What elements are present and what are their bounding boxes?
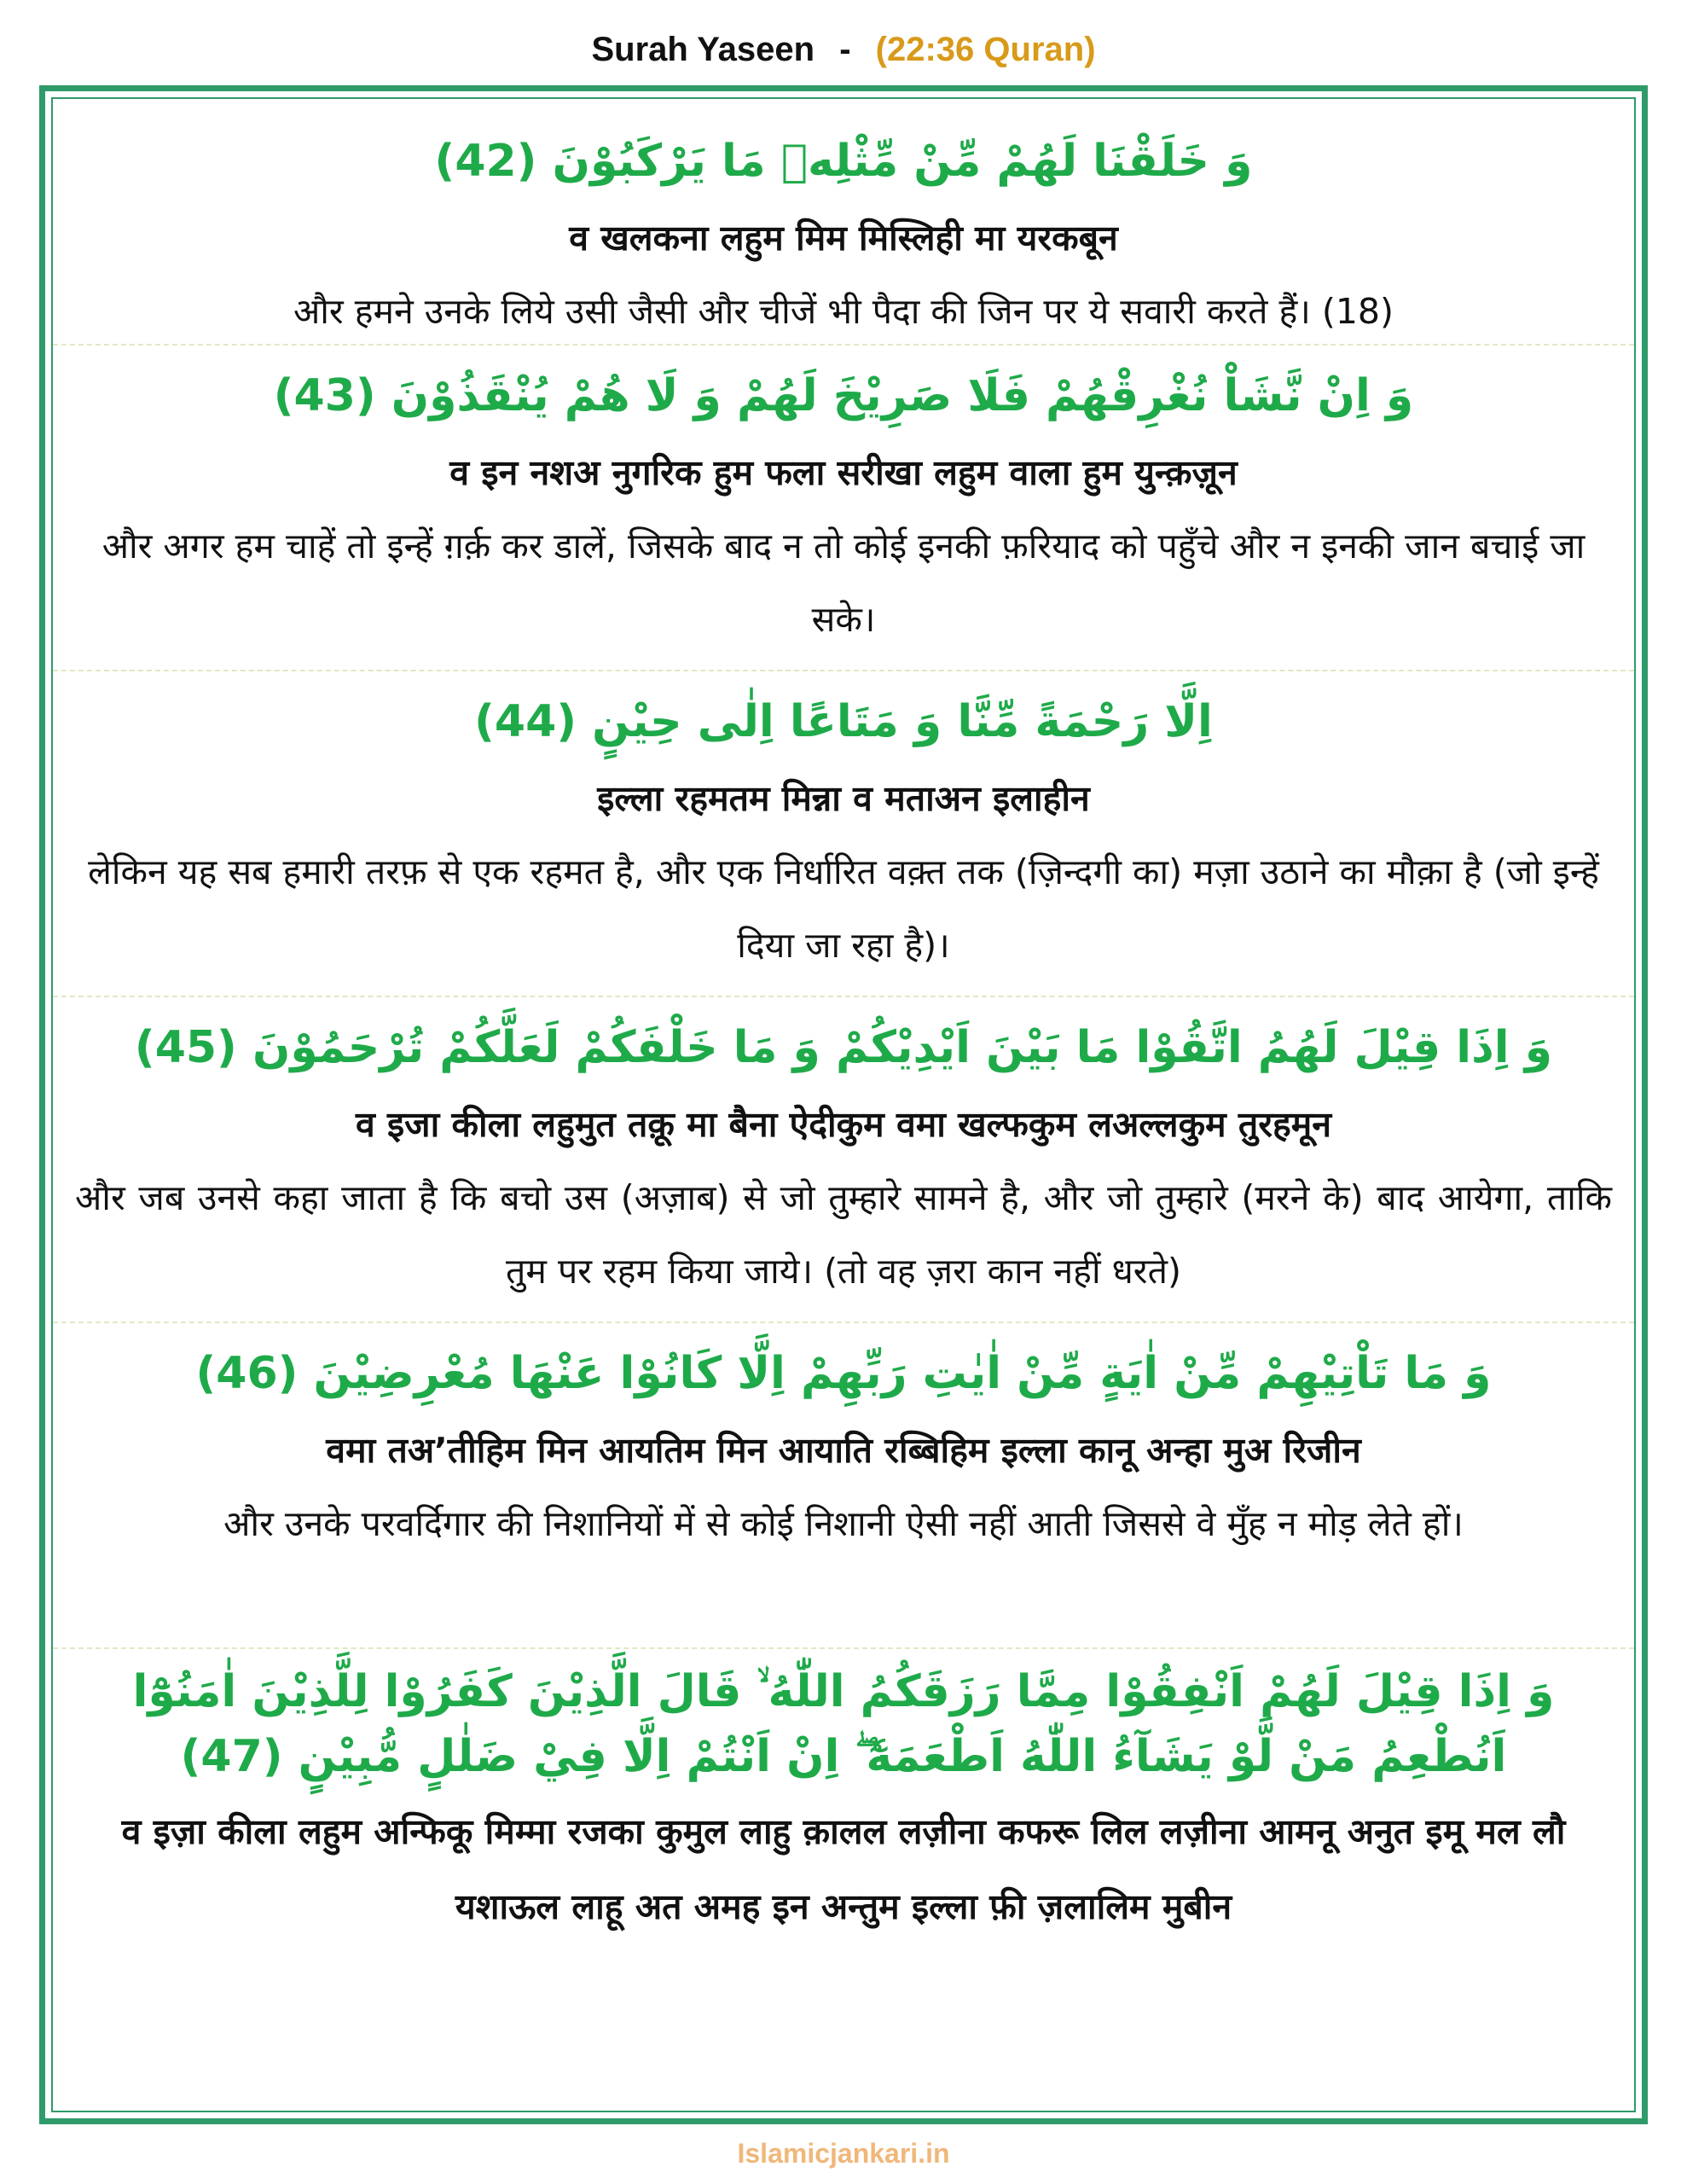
arabic-verse (53, 1008, 1634, 1088)
verse-block-46 (53, 1325, 1634, 1649)
hindi-translation: और जब उनसे कहा जाता है कि बचो उस (अज़ाब) से जो तुम्हारे सामने है, और जो तुम्हारे (मरने के) बाद आयेगा, ताकि तुम पर रहम किया जाये। (तो वह ज़रा कान नहीं धरते) (75, 1177, 1612, 1292)
hindi-translation: और अगर हम चाहें तो इन्हें ग़र्क़ कर डालें, जिसके बाद न तो कोई इनकी फ़रियाद को पहुँचे और न इनकी जान बचाई जा सके। (101, 526, 1586, 640)
hindi-translation: और हमने उनके लिये उसी जैसी और चीजें भी पैदा की जिन पर ये सवारी करते हैं। (18) (293, 291, 1394, 332)
arabic-text: وَ مَا تَاْتِيْهِمْ مِّنْ اٰيَةٍ مِّنْ اٰيٰتِ رَبِّهِمْ اِلَّا كَانُوْا عَنْهَا مُعْرِضِيْنَ (313, 1348, 1492, 1399)
transliteration: व खलकना लहुम मिम मिस्लिही मा यरकबून (569, 218, 1118, 258)
verse-block-47 (53, 1651, 1634, 1992)
transliteration: व इजा कीला लहुमुत तक़ू मा बैना ऐदीकुम वमा खल्फकुम लअल्लकुम तुरहमून (355, 1104, 1332, 1145)
verse-block-45 (53, 999, 1634, 1323)
arabic-text: وَ خَلَقْنَا لَهُمْ مِّنْ مِّثْلِهٖ مَا يَرْكَبُوْنَ (552, 136, 1253, 187)
page-header (0, 24, 1687, 75)
verse-number: (47) (180, 1731, 283, 1782)
transliteration: व इज़ा कीला लहुम अन्फिकू मिम्मा रजका कुमुल लाहु क़ालल लज़ीना कफरू लिल लज़ीना आमनू अनुत इमू मल लौ यशाऊल लाहू अत अमह इन अन्तुम इल्ला फ़ी ज़लालिम मुबीन (121, 1811, 1566, 1927)
title-separator: - (839, 31, 851, 68)
verse-number: (46) (195, 1348, 299, 1399)
arabic-text: اِلَّا رَحْمَةً مِّنَّا وَ مَتَاعًا اِلٰى حِيْنٍ (592, 696, 1213, 747)
verse-number: (44) (474, 696, 577, 747)
hindi-translation: लेकिन यह सब हमारी तरफ़ से एक रहमत है, और एक निर्धारित वक़्त तक (ज़िन्दगी का) मज़ा उठाने का मौक़ा है (जो इन्हें दिया जा रहा है)। (88, 851, 1599, 966)
quran-reference: (22:36 Quran) (875, 31, 1096, 68)
verse-block-42 (53, 119, 1634, 346)
surah-title: Surah Yaseen (591, 31, 815, 68)
verse-block-43 (53, 347, 1634, 671)
transliteration: वमा तअ’तीहिम मिन आयतिम मिन आयाति रब्बिहिम इल्ला कानू अन्हा मुअ रिजीन (326, 1430, 1361, 1471)
arabic-verse (53, 1333, 1634, 1414)
arabic-verse (53, 356, 1634, 436)
arabic-verse (53, 1651, 1634, 1789)
arabic-text: وَ اِنْ نَّشَاْ نُغْرِقْهُمْ فَلَا صَرِيْخَ لَهُمْ وَ لَا هُمْ يُنْقَذُوْنَ (391, 370, 1414, 421)
verse-number: (45) (134, 1022, 237, 1073)
arabic-text: وَ اِذَا قِيْلَ لَهُمْ اَنْفِقُوْا مِمَّا رَزَقَكُمُ اللّٰهُ ۙ قَالَ الَّذِيْنَ كَفَرُوْا لِلَّذِيْنَ اٰمَنُوْٓا اَنُطْعِمُ مَنْ لَّوْ يَشَآءُ اللّٰهُ اَطْعَمَهٗٓ ۖ اِنْ اَنْتُمْ اِلَّا فِيْ ضَلٰلٍ مُّبِيْنٍ (132, 1666, 1555, 1782)
arabic-text: وَ اِذَا قِيْلَ لَهُمُ اتَّقُوْا مَا بَيْنَ اَيْدِيْكُمْ وَ مَا خَلْفَكُمْ لَعَلَّكُمْ تُرْحَمُوْنَ (252, 1022, 1553, 1073)
transliteration: व इन नशअ नुगरिक हुम फला सरीखा लहुम वाला हुम युन्क़ज़ून (449, 452, 1238, 493)
verse-number: (42) (434, 136, 537, 187)
arabic-verse (53, 121, 1634, 201)
verse-number: (43) (273, 370, 376, 421)
site-watermark: Islamicjankari.in (737, 2138, 950, 2169)
verse-block-44 (53, 673, 1634, 997)
transliteration: इल्ला रहमतम मिन्ना व मताअन इलाहीन (597, 778, 1090, 819)
arabic-verse (53, 682, 1634, 762)
hindi-translation: और उनके परवर्दिगार की निशानियों में से कोई निशानी ऐसी नहीं आती जिससे वे मुँह न मोड़ लेते हों। (223, 1503, 1464, 1544)
